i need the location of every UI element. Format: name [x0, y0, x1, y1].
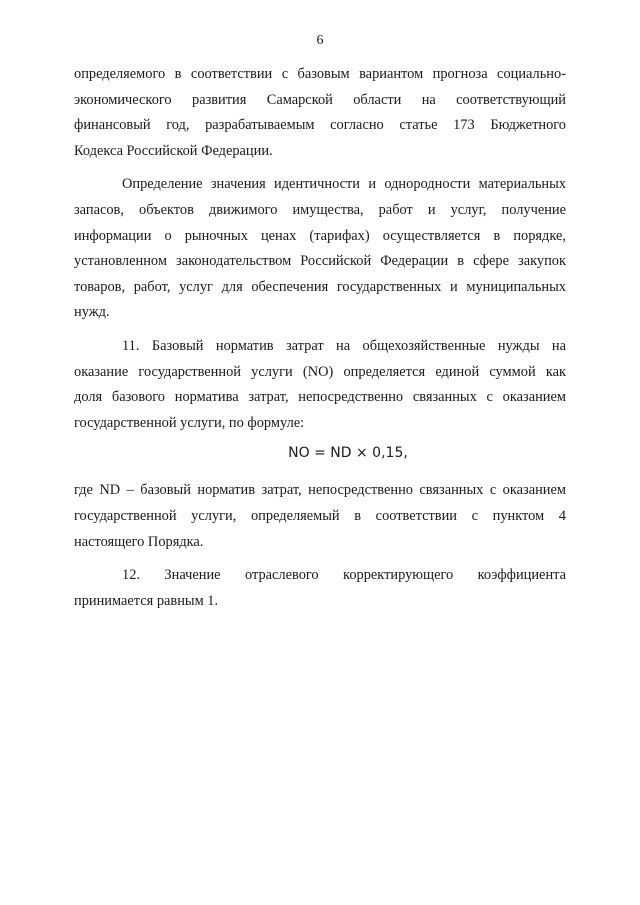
paragraph-identity: [74, 172, 566, 326]
text-line: государственной услуги, по формуле:: [74, 414, 305, 431]
text-line: финансовый год, разрабатываемым согласно статье 173 Бюджетного: [74, 117, 566, 134]
text-line: Кодекса Российской Федерации.: [74, 142, 273, 159]
text-line: Определение значения идентичности и однородности материальных: [122, 176, 566, 193]
text-line: определяемого в соответствии с базовым вариантом прогноза социально-: [74, 66, 566, 82]
text-line: запасов, объектов движимого имущества, работ и услуг, получение: [74, 201, 566, 218]
paragraph-formula-legend: [74, 478, 566, 555]
text-line: нужд.: [74, 304, 110, 321]
document-body: [74, 62, 566, 614]
text-line: где ND – базовый норматив затрат, непосредственно связанных с оказанием: [74, 482, 566, 499]
page-number: 6: [316, 33, 324, 48]
text-line: государственной услуги, определяемый в соответствии с пунктом 4: [74, 507, 566, 524]
text-line: товаров, работ, услуг для обеспечения государственных и муниципальных: [74, 278, 566, 295]
formula: NO = ND × 0,15,: [288, 445, 408, 462]
text-line: 11. Базовый норматив затрат на общехозяйственные нужды на: [122, 337, 566, 354]
text-line: установленном законодательством Российской Федерации в сфере закупок: [74, 253, 566, 270]
text-line: 12. Значение отраслевого корректирующего коэффициента: [122, 567, 566, 584]
paragraph-item-12: [74, 563, 566, 614]
text-line: доля базового норматива затрат, непосредственно связанных с оказанием: [74, 389, 566, 406]
text-line: принимается равным 1.: [74, 592, 219, 609]
paragraph-item-11: [74, 334, 566, 436]
text-line: оказание государственной услуги (NO) определяется единой суммой как: [74, 363, 566, 380]
text-line: настоящего Порядка.: [74, 533, 204, 550]
paragraph-continuation: [74, 62, 566, 164]
text-line: информации о рыночных ценах (тарифах) осуществляется в порядке,: [74, 227, 566, 244]
text-line: экономического развития Самарской области на соответствующий: [74, 91, 566, 108]
